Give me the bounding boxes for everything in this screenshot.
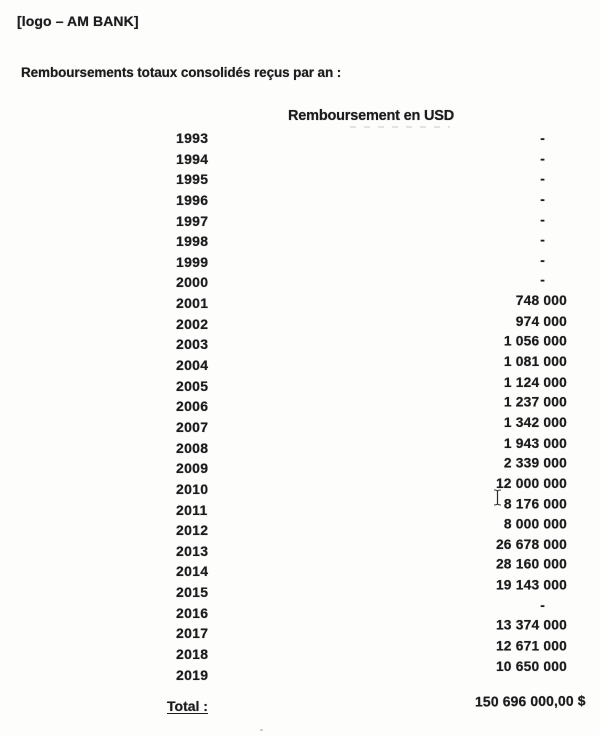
- table-row: [0, 638, 567, 665]
- amount-cell: -: [540, 151, 545, 167]
- year-cell: 1994: [176, 150, 209, 167]
- year-cell: 2003: [176, 336, 209, 353]
- table-row: [0, 475, 567, 500]
- year-cell: 1998: [176, 233, 209, 250]
- year-cell: 2011: [176, 501, 208, 518]
- amount-cell: 748 000: [515, 293, 567, 309]
- amount-cell: 974 000: [515, 313, 567, 329]
- table-row: [0, 231, 567, 252]
- amount-cell: -: [540, 597, 545, 613]
- total-value: 150 696 000,00 $: [475, 692, 587, 710]
- year-cell: 2013: [176, 542, 209, 559]
- scan-speck: [260, 729, 263, 731]
- amount-cell: 1 237 000: [503, 394, 567, 410]
- year-cell: 1995: [176, 171, 209, 188]
- amount-cell: -: [540, 232, 545, 248]
- amount-cell: 19 143 000: [495, 577, 567, 593]
- bank-logo-placeholder: [logo – AM BANK]: [17, 13, 139, 29]
- year-cell: 2000: [176, 274, 209, 291]
- year-cell: 2005: [176, 377, 209, 394]
- table-row: [0, 211, 567, 232]
- table-row: [0, 435, 567, 459]
- table-row: [0, 169, 567, 190]
- amount-cell: -: [540, 171, 545, 187]
- table-row: [0, 252, 567, 273]
- year-cell: 2018: [176, 646, 209, 663]
- table-row: [0, 658, 567, 686]
- year-cell: 1999: [176, 253, 209, 270]
- repayments-table: [0, 128, 567, 685]
- table-row: [0, 557, 567, 582]
- table-row: [0, 376, 567, 397]
- amount-cell: -: [540, 131, 545, 146]
- table-row: [0, 190, 567, 211]
- table-row: [0, 536, 567, 562]
- year-cell: 2014: [176, 563, 209, 580]
- year-cell: 2006: [176, 398, 209, 415]
- amount-cell: 1 943 000: [503, 435, 567, 451]
- table-row: [0, 128, 567, 149]
- table-row: [0, 396, 567, 417]
- amount-cell: 28 160 000: [495, 557, 567, 573]
- year-cell: 2001: [176, 295, 209, 312]
- amount-cell: 8 000 000: [503, 516, 567, 532]
- year-cell: 2002: [176, 315, 209, 332]
- table-row: [0, 496, 567, 521]
- year-cell: 2004: [176, 357, 209, 374]
- total-label: Total :: [167, 698, 208, 714]
- amount-column-header: Remboursement en USD: [288, 108, 455, 124]
- table-row: [0, 334, 567, 355]
- year-cell: 2015: [176, 584, 209, 601]
- amount-cell: 1 124 000: [503, 374, 567, 390]
- year-cell: 2016: [176, 604, 209, 621]
- year-cell: 2010: [176, 480, 209, 497]
- table-row: [0, 617, 567, 644]
- year-cell: 2009: [176, 460, 209, 477]
- year-cell: 2019: [176, 666, 209, 683]
- amount-cell: 26 678 000: [495, 536, 567, 552]
- table-row: [0, 577, 567, 603]
- table-row: [0, 516, 567, 541]
- table-row: [0, 355, 567, 376]
- year-cell: 2007: [176, 418, 209, 435]
- amount-cell: -: [540, 212, 545, 228]
- year-cell: 1997: [176, 212, 209, 229]
- amount-cell: 10 650 000: [495, 658, 567, 674]
- amount-cell: 13 374 000: [495, 617, 567, 633]
- table-row: [0, 272, 567, 293]
- amount-cell: 1 342 000: [503, 415, 567, 431]
- table-row: [0, 455, 567, 479]
- text-cursor-icon: [493, 489, 502, 506]
- table-row: [0, 597, 567, 624]
- amount-cell: -: [540, 191, 545, 207]
- amount-cell: 8 176 000: [503, 496, 567, 512]
- year-cell: 2008: [176, 439, 209, 456]
- amount-cell: 2 339 000: [503, 455, 567, 471]
- year-cell: 2017: [176, 625, 209, 642]
- amount-cell: 1 081 000: [503, 354, 567, 370]
- year-cell: 1996: [176, 191, 209, 208]
- amount-cell: -: [540, 273, 545, 289]
- table-row: [0, 314, 567, 335]
- amount-cell: -: [540, 252, 545, 268]
- table-row: [0, 293, 567, 314]
- table-row: [0, 417, 567, 438]
- table-row: [0, 149, 567, 170]
- amount-cell: 1 056 000: [503, 333, 567, 349]
- year-cell: 1993: [176, 130, 209, 146]
- amount-cell: 12 671 000: [495, 638, 567, 654]
- document-title: Remboursements totaux consolidés reçus par an :: [21, 65, 342, 80]
- amount-cell: 12 000 000: [495, 475, 567, 491]
- year-cell: 2012: [176, 522, 209, 539]
